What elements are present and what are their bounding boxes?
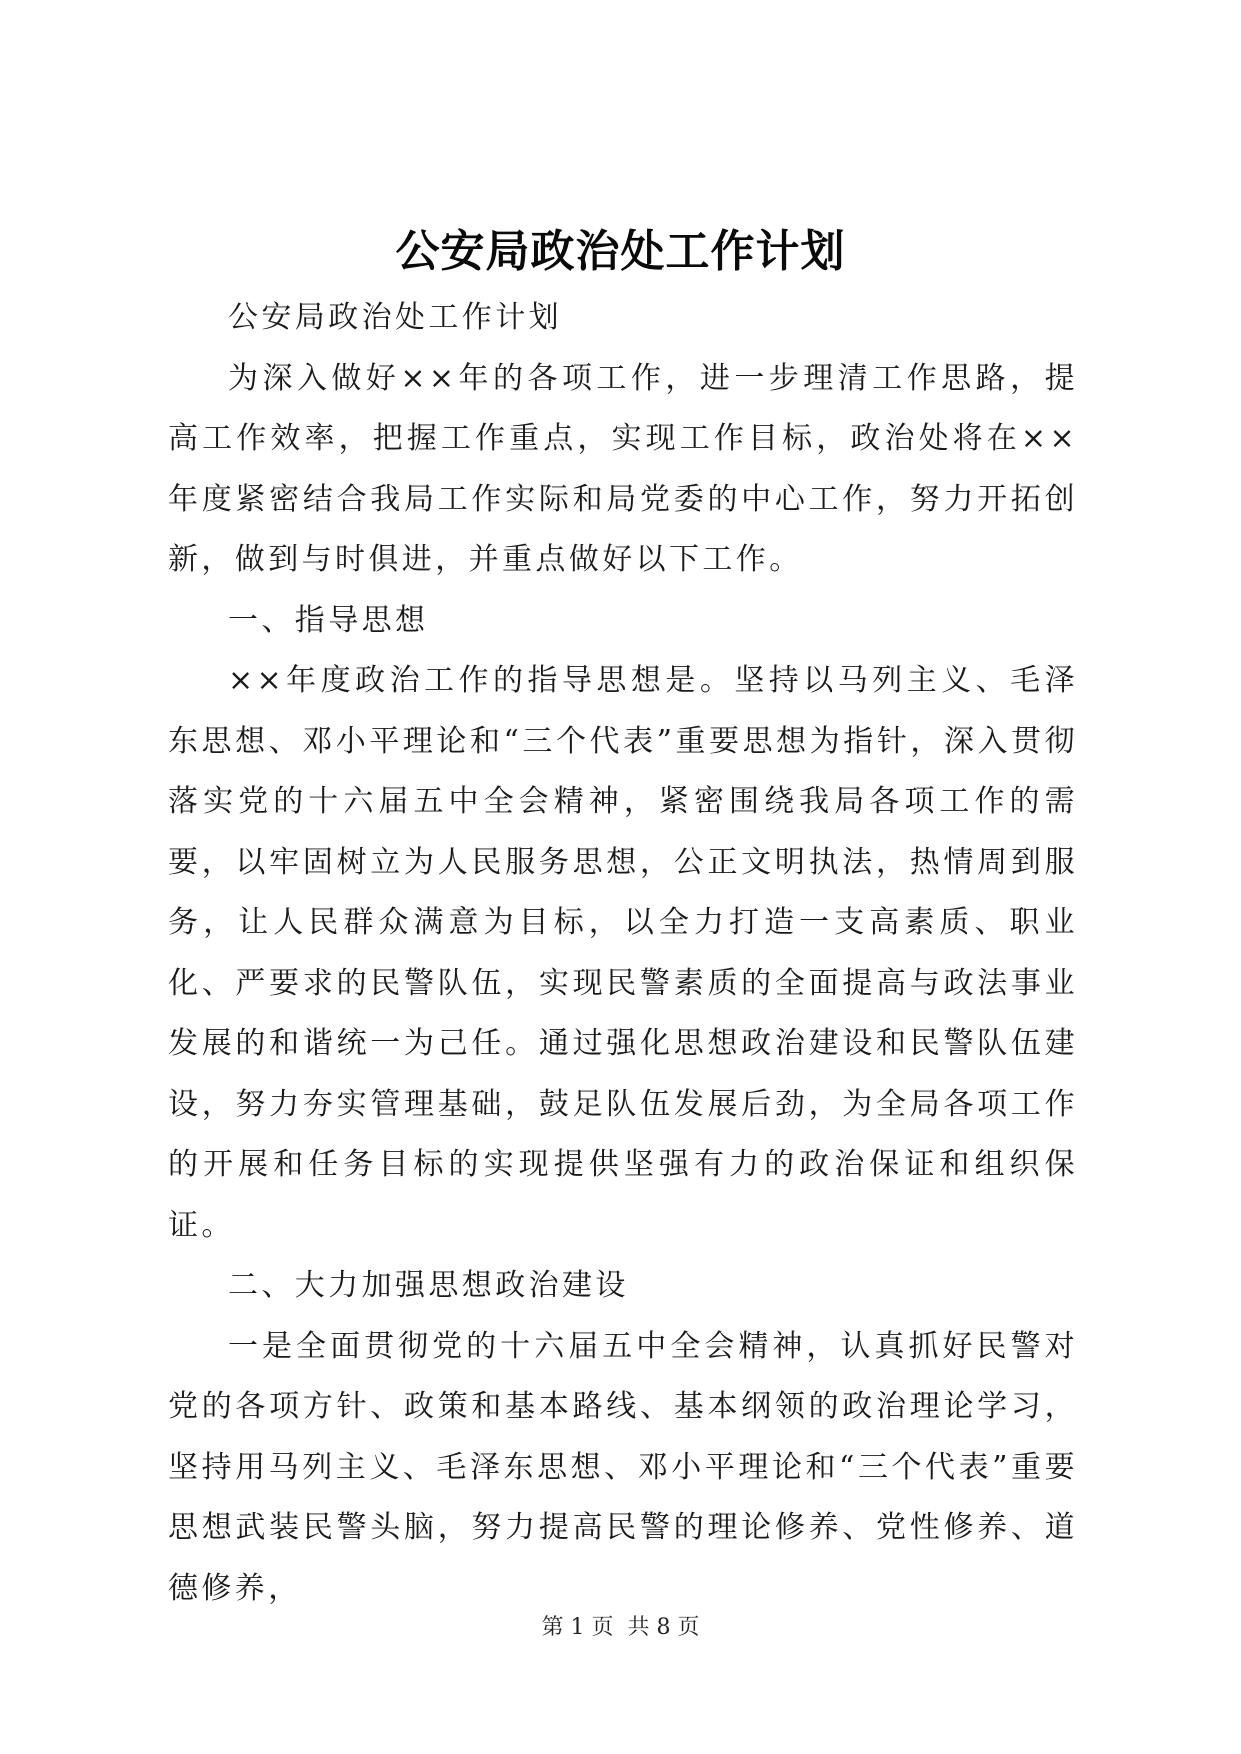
page-number-label: 第 1 页 共 8 页	[541, 1615, 700, 1640]
section-heading-1: 一、指导思想	[228, 602, 429, 638]
paragraph-subtitle: 公安局政治处工作计划	[228, 300, 562, 335]
paragraph-intro: 为深入做好××年的各项工作，进一步理清工作思路，提高工作效率，把握工作重点，实现工作目标，政治处将在××年度紧密结合我局工作实际和局党委的中心工作，努力开拓创新，做到与时俱进，并重点做好以下工作。	[168, 360, 1078, 577]
paragraph-political-building: 一是全面贯彻党的十六届五中全会精神，认真抓好民警对党的各项方针、政策和基本路线、基本纲领的政治理论学习，坚持用马列主义、毛泽东思想、邓小平理论和“三个代表”重要思想武装民警头脑，努力提高民警的理论修养、党性修养、道德修养，	[168, 1328, 1078, 1606]
document-body	[168, 288, 1078, 1619]
page-footer	[0, 1612, 1241, 1644]
section-heading-2: 二、大力加强思想政治建设	[228, 1268, 629, 1303]
paragraph-guiding-thought: ××年度政治工作的指导思想是。坚持以马列主义、毛泽东思想、邓小平理论和“三个代表”重要思想为指针，深入贯彻落实党的十六届五中全会精神，紧密围绕我局各项工作的需要，以牢固树立为人民服务思想，公正文明执法，热情周到服务，让人民群众满意为目标，以全力打造一支高素质、职业化、严要求的民警队伍，实现民警素质的全面提高与政法事业发展的和谐统一为己任。通过强化思想政治建设和民警队伍建设，努力夯实管理基础，鼓足队伍发展后劲，为全局各项工作的开展和任务目标的实现提供坚强有力的政治保证和组织保证。	[168, 663, 1078, 1243]
document-title: 公安局政治处工作计划	[395, 226, 846, 277]
